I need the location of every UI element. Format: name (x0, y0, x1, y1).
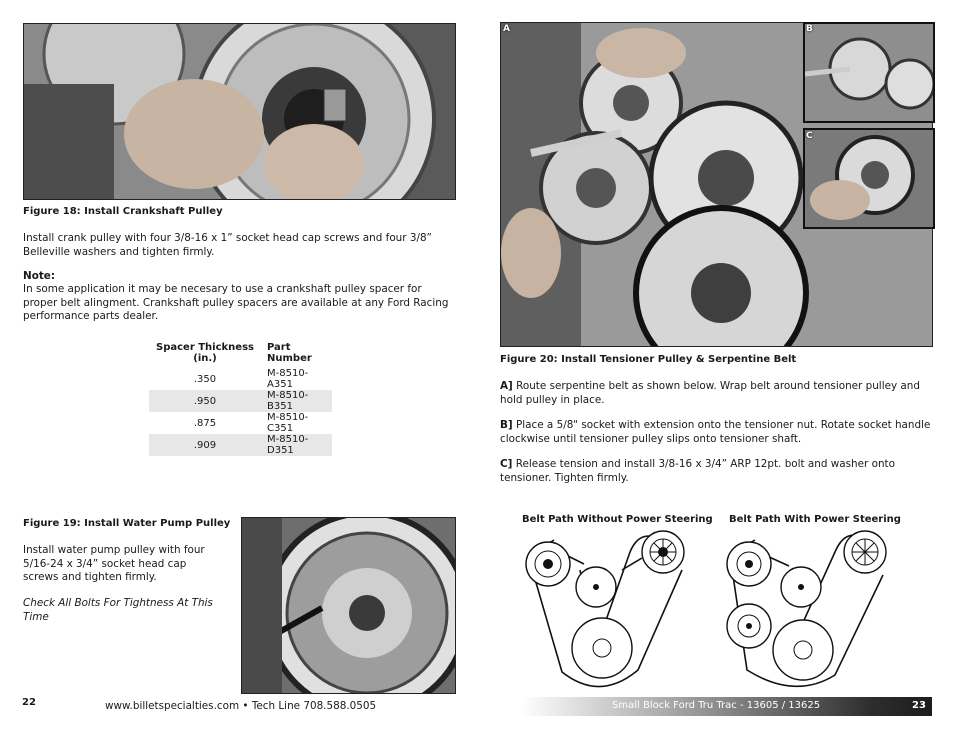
figure-18-title: Figure 18: Install Crankshaft Pulley (23, 206, 223, 217)
footer-product-title: Small Block Ford Tru Trac - 13605 / 13625 (612, 700, 821, 711)
figure-19-title: Figure 19: Install Water Pump Pulley (23, 518, 231, 529)
table-row (149, 434, 332, 456)
table-cell-part: M-8510-A351 (267, 368, 309, 390)
belt-diagram-title-ps: Belt Path With Power Steering (729, 514, 901, 525)
photo-label-c: C (806, 131, 813, 141)
step-c-label: C] (500, 458, 513, 470)
step-b (500, 419, 932, 446)
belt-diagram-ps (725, 530, 897, 690)
page-number-right: 23 (912, 700, 926, 711)
step-a-label: A] (500, 380, 513, 392)
table-row (149, 412, 332, 434)
note-label: Note: (23, 270, 56, 282)
figure-19-check-note: Check All Bolts For Tightness At This Time (23, 597, 213, 623)
tensioner-photo-c (803, 128, 935, 229)
table-row (149, 390, 332, 412)
belt-diagram-title-no-ps: Belt Path Without Power Steering (522, 514, 713, 525)
figure-18-body: Install crank pulley with four 3/8-16 x 1” socket head cap screws and four 3/8” Belleville washers and tighten firmly. (23, 232, 432, 258)
table-cell-thickness: .875 (193, 417, 217, 429)
step-b-text: Place a 5/8" socket with extension onto the tensioner nut. Rotate socket handle clockwise until tensioner pulley slips onto tensioner shaft. (500, 419, 931, 445)
crankshaft-pulley-photo (23, 23, 456, 200)
figure-19-body: Install water pump pulley with four 5/16-24 x 3/4” socket head cap screws and tighten firmly. (23, 544, 205, 583)
spacer-table (149, 342, 332, 456)
water-pump-pulley-photo (241, 517, 456, 694)
table-row (149, 368, 332, 390)
step-b-label: B] (500, 419, 513, 431)
page-number-left: 22 (22, 697, 36, 708)
belt-diagram-no-ps (522, 530, 692, 690)
table-cell-part: M-8510-D351 (261, 434, 332, 456)
step-a-text: Route serpentine belt as shown below. Wrap belt around tensioner pulley and hold pulley in place. (500, 380, 920, 406)
step-c-text: Release tension and install 3/8-16 x 3/4” ARP 12pt. bolt and washer onto tensioner. Tighten firmly. (500, 458, 895, 484)
table-header-thickness: Spacer Thickness (in.) (156, 342, 254, 364)
table-cell-thickness: .909 (149, 434, 261, 456)
table-cell-part: M-8510-B351 (261, 390, 332, 412)
step-a (500, 380, 932, 407)
table-cell-thickness: .350 (193, 373, 217, 385)
note-text: In some application it may be necesary to use a crankshaft pulley spacer for proper belt alingment. Crankshaft pulley spacers are available at any Ford Racing performance parts dealer. (23, 283, 449, 322)
footer-website: www.billetspecialties.com • Tech Line 708.588.0505 (105, 700, 377, 712)
step-c (500, 458, 932, 485)
table-header-part: Part Number (267, 342, 312, 364)
photo-label-b: B (806, 24, 813, 34)
tensioner-photo-b (803, 22, 935, 123)
photo-label-a: A (503, 24, 510, 34)
table-cell-thickness: .950 (149, 390, 261, 412)
table-cell-part: M-8510-C351 (267, 412, 309, 434)
figure-20-title: Figure 20: Install Tensioner Pulley & Serpentine Belt (500, 354, 797, 365)
